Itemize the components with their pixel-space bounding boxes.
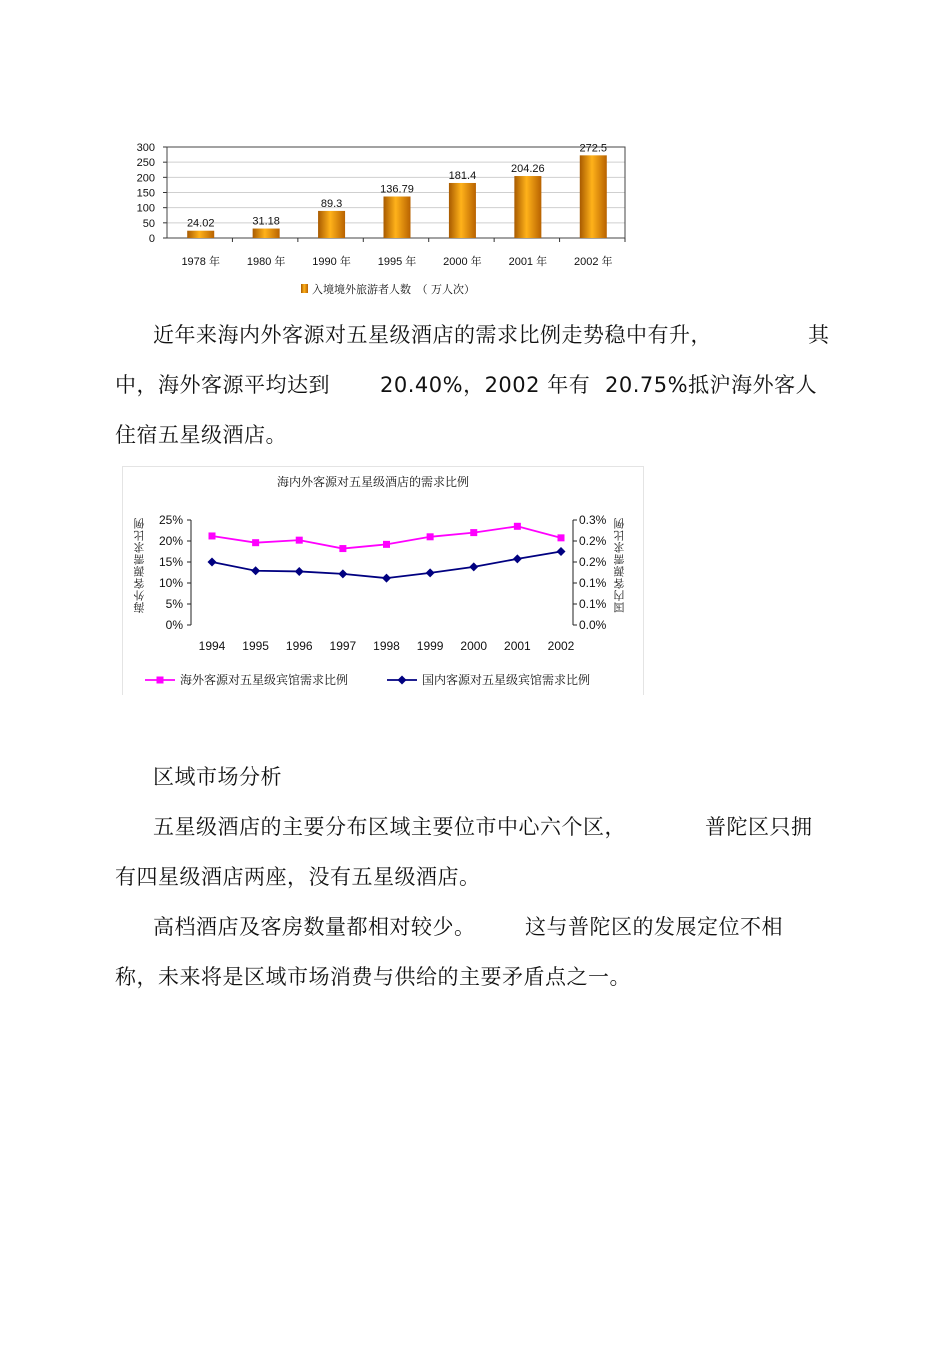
text-run: 有四星级酒店两座，没有五星级酒店。	[115, 865, 481, 889]
data-point	[209, 532, 216, 539]
x-tick-label: 1999	[416, 639, 444, 653]
x-tick-label: 2001 年	[508, 256, 548, 268]
chart-title: 海内外客源对五星级酒店的需求比例	[276, 475, 470, 489]
legend-entry: 海外客源对五星级宾馆需求比例	[180, 673, 349, 687]
data-point	[558, 534, 565, 541]
paragraph-line	[115, 852, 835, 902]
data-point	[426, 568, 435, 577]
right-tick-label: 0.2%	[579, 555, 607, 569]
paragraph-line	[115, 902, 835, 952]
right-tick-label: 0.0%	[579, 618, 607, 632]
paragraph-line	[115, 410, 835, 460]
text-run: 称，未来将是区域市场消费与供给的主要矛盾点之一。	[115, 965, 631, 989]
data-point	[557, 547, 566, 556]
data-label: 136.79	[380, 183, 414, 196]
text-run: 普陀区只拥	[705, 815, 813, 839]
y-tick-label: 50	[142, 217, 155, 230]
data-label: 24.02	[186, 217, 215, 230]
left-tick-label: 20%	[158, 534, 183, 548]
paragraph-distribution	[115, 802, 835, 902]
bar-chart	[125, 135, 645, 310]
legend-marker	[398, 676, 407, 685]
data-point	[295, 567, 304, 576]
paragraph-line	[115, 952, 835, 1002]
x-tick-label: 2002	[547, 639, 575, 653]
text-run: 近年来海内外客源对五星级酒店的需求比例走势稳中有升，	[153, 323, 712, 347]
x-tick-label: 2000 年	[443, 256, 482, 268]
x-tick-label: 1994	[198, 639, 226, 653]
y-tick-label: 100	[136, 202, 155, 215]
y-tick-label: 200	[136, 172, 155, 185]
text-run: 其	[808, 323, 830, 347]
data-point	[427, 533, 434, 540]
x-tick-label: 1998	[373, 639, 400, 653]
left-tick-label: 5%	[165, 597, 183, 611]
legend-swatch	[301, 284, 308, 293]
x-tick-label: 1995	[242, 639, 269, 653]
x-tick-label: 1990 年	[312, 256, 351, 268]
data-label: 31.18	[252, 215, 280, 228]
bar	[187, 231, 214, 238]
section-heading	[115, 752, 835, 802]
paragraph-supply	[115, 902, 835, 1002]
bar	[580, 155, 607, 238]
x-tick-label: 2002 年	[574, 256, 613, 268]
data-point	[469, 562, 478, 571]
data-label: 272.5	[579, 142, 608, 155]
y-tick-label: 300	[136, 142, 155, 154]
line-chart-frame	[122, 466, 644, 695]
data-point	[470, 529, 477, 536]
data-point	[382, 574, 391, 583]
data-point	[383, 541, 390, 548]
bar	[384, 197, 411, 238]
data-label: 89.3	[320, 197, 343, 210]
y-tick-label: 250	[136, 157, 155, 170]
data-point	[252, 539, 259, 546]
right-tick-label: 0.1%	[579, 576, 607, 590]
data-point	[339, 545, 346, 552]
left-tick-label: 10%	[158, 576, 183, 590]
x-tick-label: 1997	[329, 639, 357, 653]
y-tick-label: 150	[136, 187, 155, 200]
right-tick-label: 0.3%	[579, 513, 607, 527]
legend-entry: 国内客源对五星级宾馆需求比例	[422, 673, 591, 687]
bar	[318, 211, 345, 238]
legend-entry: 入境境外旅游者人数 （ 万人次）	[312, 283, 475, 296]
data-label: 181.4	[448, 169, 477, 182]
x-tick-label: 1978 年	[181, 256, 220, 268]
y-tick-label: 0	[148, 233, 155, 245]
right-tick-label: 0.1%	[579, 597, 607, 611]
data-point	[251, 566, 260, 575]
data-label: 204.26	[511, 163, 545, 176]
paragraph-demand-trend	[115, 310, 835, 460]
data-point	[338, 569, 347, 578]
data-point	[208, 558, 217, 567]
data-point	[513, 554, 522, 563]
bar	[253, 229, 280, 238]
text-run: 中，海外客源平均达到	[115, 373, 330, 397]
legend-marker	[157, 677, 164, 684]
right-axis-label: 国内客源需求比例	[613, 517, 626, 613]
text-run: 20.75%抵沪海外客人	[605, 373, 818, 397]
paragraph-line	[115, 310, 835, 360]
data-point	[296, 537, 303, 544]
x-tick-label: 2000	[460, 639, 488, 653]
bar	[449, 183, 476, 238]
left-tick-label: 0%	[165, 618, 183, 632]
x-tick-label: 1995 年	[377, 256, 417, 268]
x-tick-label: 1996	[285, 639, 313, 653]
text-run: 20.40%，2002 年有	[380, 373, 591, 397]
x-tick-label: 1980 年	[246, 256, 286, 268]
paragraph-line	[115, 360, 835, 410]
left-tick-label: 25%	[158, 513, 183, 527]
x-tick-label: 2001	[504, 639, 531, 653]
bar	[514, 176, 541, 238]
left-axis-label: 海外客源需求比例	[133, 517, 146, 613]
text-run: 五星级酒店的主要分布区域主要位市中心六个区，	[153, 815, 626, 839]
data-point	[514, 523, 521, 530]
paragraph-line	[115, 802, 835, 852]
text-run: 高档酒店及客房数量都相对较少。	[153, 915, 476, 939]
left-tick-label: 15%	[158, 555, 183, 569]
text-run: 这与普陀区的发展定位不相	[525, 915, 783, 939]
text-run: 住宿五星级酒店。	[115, 423, 287, 447]
heading-text: 区域市场分析	[153, 765, 282, 789]
right-tick-label: 0.2%	[579, 534, 607, 548]
line-chart	[123, 467, 643, 695]
